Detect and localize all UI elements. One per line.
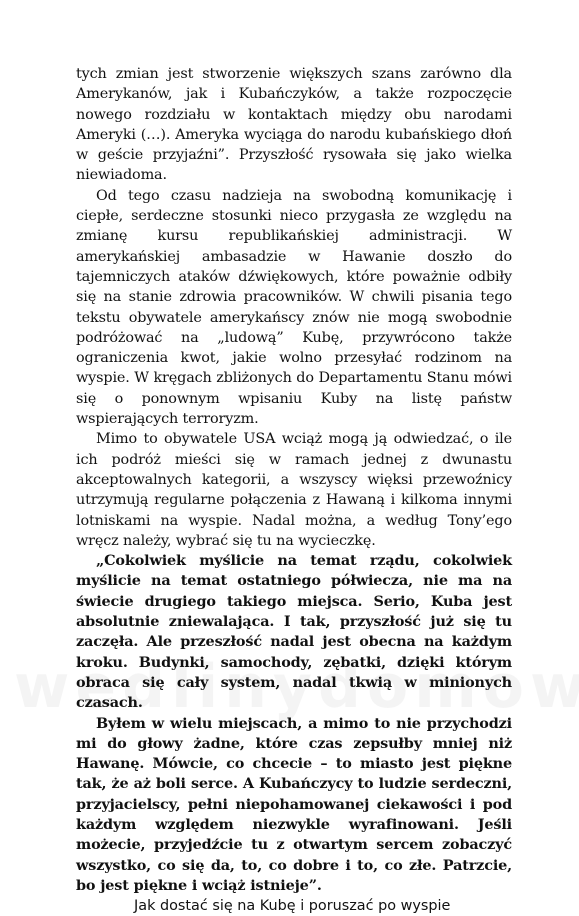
watermark <box>14 652 579 722</box>
body-paragraph: tych zmian jest stworzenie większych szans zarówno dla Amerykanów, jak i Kubańczyków, a także rozpoczęcie nowego rozdziału w kontaktach między obu narodami Ameryki (…). Ameryka wyciąga do narodu kubańskiego dłoń w geście przyjaźni”. Przyszłość rysowała się jako wielka niewiadoma. <box>76 66 512 184</box>
quote-paragraph: „Cokolwiek myślicie na temat rządu, cokolwiek myślicie na temat ostatniego półwiecza, nie ma na świecie drugiego takiego miejsca. Serio, Kuba jest absolutnie zniewalająca. I tak, przyszłość już się tu zaczęła. Ale przeszłość nadal jest obecna na każdym kroku. Budynki, samochody, zębatki, dzięki którym obraca się cały system, nadal tkwią w minionych czasach. <box>76 552 512 712</box>
section-subheading: Jak dostać się na Kubę i poruszać po wyspie <box>134 898 451 915</box>
quote-paragraph: Byłem w wielu miejscach, a mimo to nie przychodzi mi do głowy żadne, które czas zepsułby mniej niż Hawanę. Mówcie, co chcecie – to miasto jest piękne tak, że aż boli serce. A Kubańczycy to ludzie serdeczni, przyjacielscy, pełni niepohamowanej ciekawości i pod każdym względem niezwykle wyrafinowani. Jeśli możecie, przyjedźcie tu z otwartym sercem zobaczyć wszystko, co się da, to, co dobre i to, co złe. Patrzcie, bo jest piękne i wciąż istnieje”. <box>76 714 512 894</box>
body-paragraph: Od tego czasu nadzieja na swobodną komunikację i ciepłe, serdeczne stosunki nieco przygasła ze względu na zmianę kursu republikańskiej administracji. W amerykańskiej ambasadzie w Hawanie doszło do tajemniczych ataków dźwiękowych, które poważnie odbiły się na stanie zdrowia pracowników. W chwili pisania tego tekstu obywatele amerykańscy znów nie mogą swobodnie podróżować na „ludową” Kubę, przywrócono także ograniczenia kwot, jakie wolno przesyłać rodzinom na wyspie. W kręgach zbliżonych do Departamentu Stanu mówi się o ponownym wpisaniu Kuby na listę państw wspierających terroryzm. <box>76 187 512 428</box>
body-paragraph: Mimo to obywatele USA wciąż mogą ją odwiedzać, o ile ich podróż mieści się w ramach jednej z dwunastu akceptowalnych kategorii, a wszyscy więksi przewoźnicy utrzymują regularne połączenia z Hawaną i kilkoma innymi lotniskami na wyspie. Nadal można, a według Tony’ego wręcz należy, wybrać się tu na wycieczkę. <box>76 431 512 549</box>
document-page <box>76 64 512 916</box>
